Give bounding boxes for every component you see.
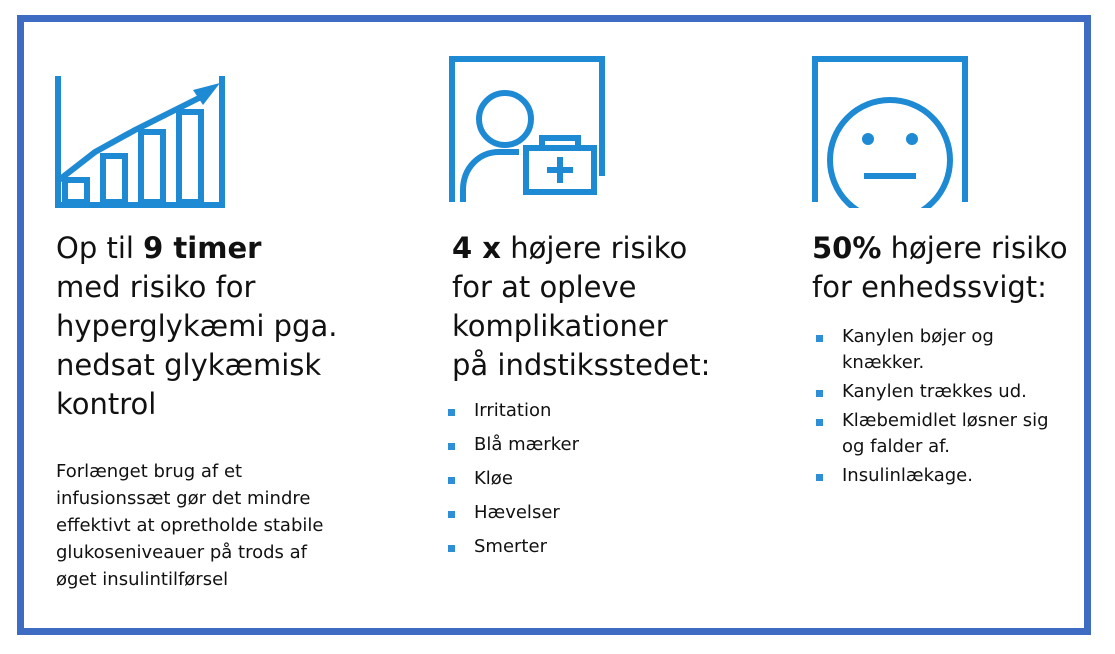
panel1-headline-line5: kontrol <box>56 387 157 421</box>
bullet-square-icon <box>448 477 455 484</box>
panel3-headline-line2: for enhedssvigt: <box>812 270 1047 304</box>
list-item: Hævelser <box>448 500 579 526</box>
list-item: Smerter <box>448 534 579 560</box>
bullet-square-icon <box>448 545 455 552</box>
panel1-headline-line1: Op til 9 timer <box>56 231 262 265</box>
bullet-square-icon <box>816 419 823 426</box>
panel1-headline-line2: med risiko for <box>56 270 256 304</box>
panel1-body-line: glukoseniveauer på trods af <box>56 542 307 563</box>
panel2-headline-line2: for at opleve <box>452 270 637 304</box>
panel1-body-line: øget insulintilførsel <box>56 569 229 590</box>
bullet-square-icon <box>448 443 455 450</box>
panel2-headline-line1: 4 x højere risiko <box>452 231 688 265</box>
list-item: Kanylen trækkes ud. <box>816 379 1049 405</box>
panel2-headline <box>452 229 710 385</box>
list-item: Kanylen bøjer og knækker. <box>816 324 1049 376</box>
panel3-headline <box>812 229 1068 307</box>
bullet-square-icon <box>816 335 823 342</box>
list-item: Irritation <box>448 398 579 424</box>
bullet-square-icon <box>448 409 455 416</box>
list-item: Kløe <box>448 466 579 492</box>
panel1-headline <box>56 229 337 424</box>
panel1-body-line: effektivt at opretholde stabile <box>56 515 324 536</box>
rising-bar-chart-icon <box>55 68 225 208</box>
list-item: Insulinlækage. <box>816 463 1049 489</box>
person-medical-kit-icon <box>449 56 605 208</box>
neutral-face-icon <box>812 56 968 208</box>
panel1-headline-line3: hyperglykæmi pga. <box>56 309 338 343</box>
panel2-headline-line3: komplikationer <box>452 309 668 343</box>
panel1-headline-line4: nedsat glykæmisk <box>56 348 322 382</box>
panel1-body-line: infusionssæt gør det mindre <box>56 488 311 509</box>
panel1-body-line: Forlænget brug af et <box>56 461 243 482</box>
panel1-body-text <box>56 458 323 593</box>
list-item: Klæbemidlet løsner sig og falder af. <box>816 408 1049 460</box>
bullet-square-icon <box>448 511 455 518</box>
panel3-headline-line1: 50% højere risiko <box>812 231 1068 265</box>
panel2-complication-list <box>448 398 579 560</box>
list-item: Blå mærker <box>448 432 579 458</box>
bullet-square-icon <box>816 474 823 481</box>
panel2-headline-line4: på indstiksstedet: <box>452 348 711 382</box>
panel3-failure-list <box>816 324 1049 489</box>
bullet-square-icon <box>816 390 823 397</box>
